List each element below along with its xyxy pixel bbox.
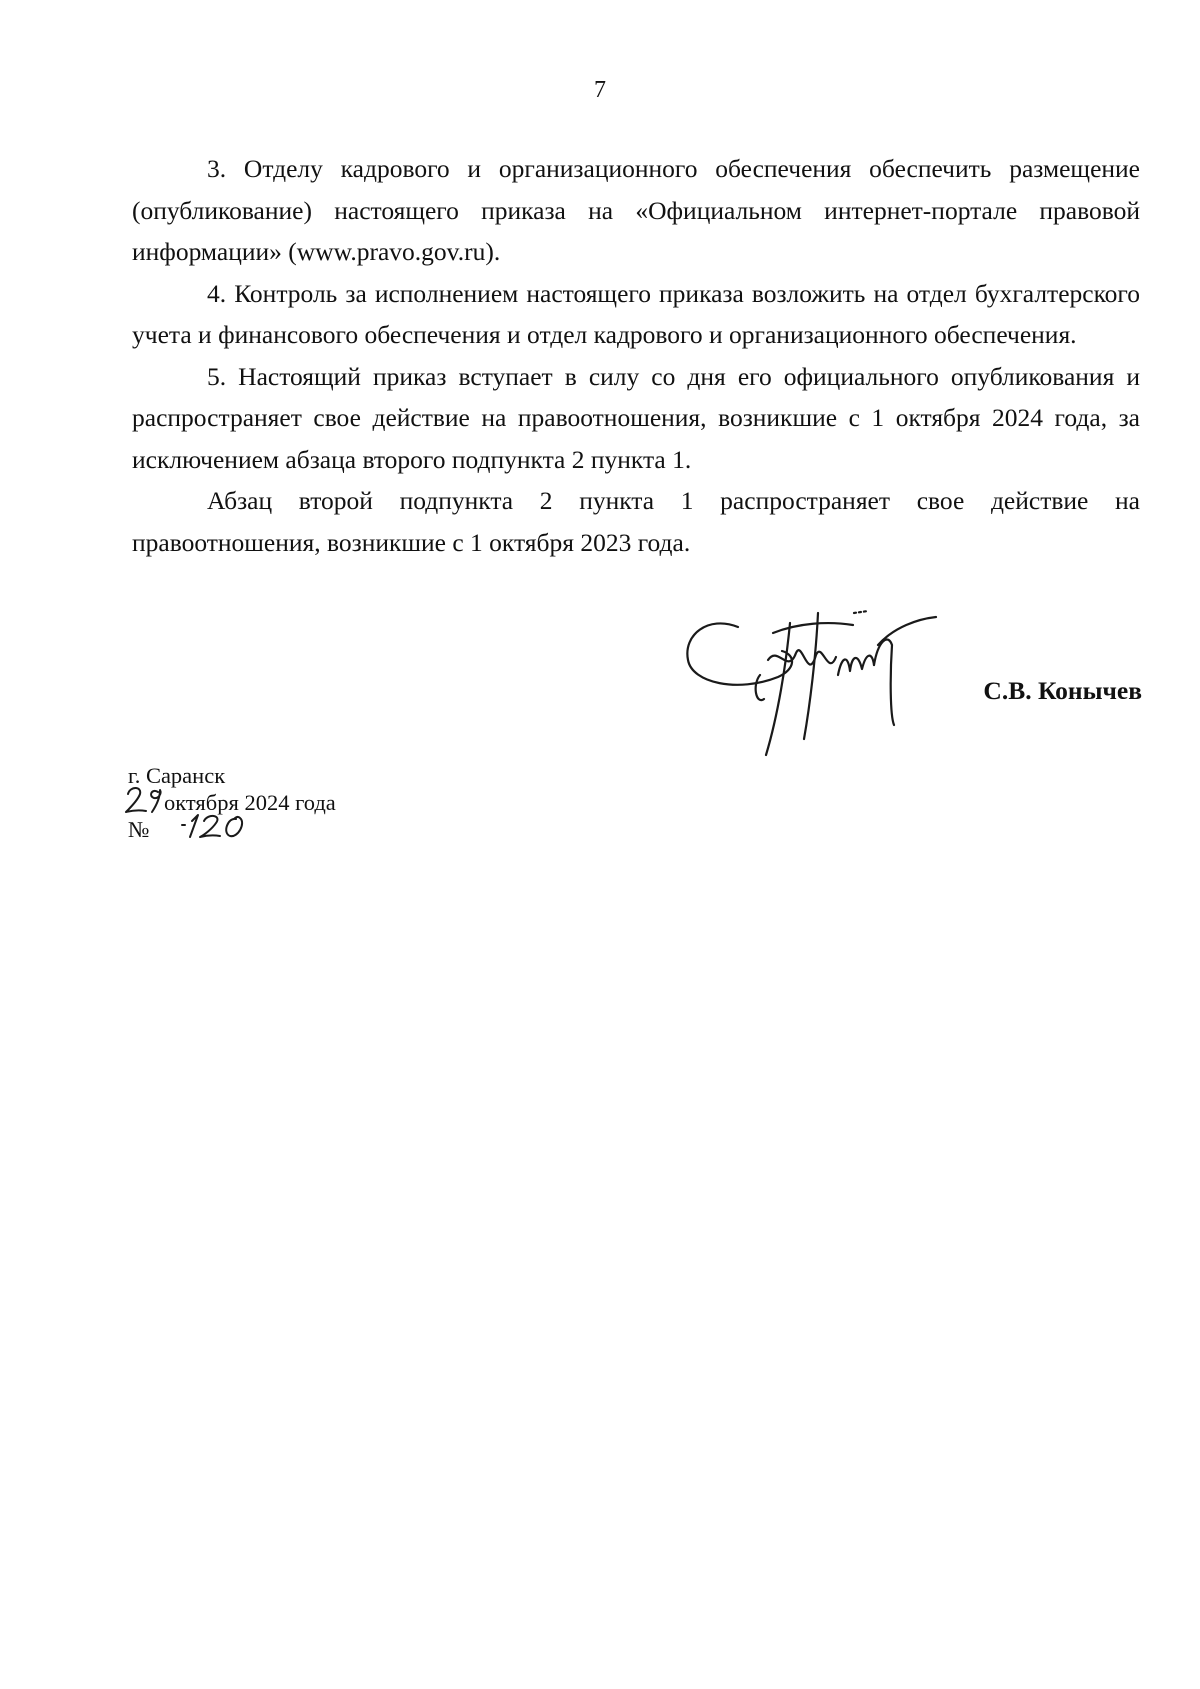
handwritten-signature	[678, 605, 938, 765]
handwritten-day	[122, 782, 170, 816]
handwritten-number	[178, 811, 258, 841]
number-label: №	[128, 817, 150, 842]
document-body	[132, 148, 1140, 563]
place-city: г. Саранск	[128, 763, 226, 788]
signatory-name: С.В. Конычев	[983, 676, 1142, 705]
number-line	[128, 817, 225, 844]
page-number: 7	[594, 77, 606, 103]
paragraph-item-5: 5. Настоящий приказ вступает в силу со дня его официального опубликования и распространяет свое действие на правоотношения, возникшие с 1 октября 2024 года, за исключением абзаца второго подпункта 2 пункта 1.	[132, 361, 1140, 474]
date-month-year: октября 2024 года	[164, 790, 336, 815]
paragraph-item-4: 4. Контроль за исполнением настоящего приказа возложить на отдел бухгалтерского учета и финансового обеспечения и отдел кадрового и организационного обеспечения.	[132, 278, 1140, 349]
paragraph-item-3: 3. Отделу кадрового и организационного обеспечения обеспечить размещение (опубликование) настоящего приказа на «Официальном интернет-портале правовой информации» (www.pravo.gov.ru).	[132, 154, 1140, 266]
paragraph-item-5-note: Абзац второй подпункта 2 пункта 1 распространяет свое действие на правоотношения, возникшие с 1 октября 2023 года.	[132, 486, 1140, 557]
place-date-number-block	[128, 763, 336, 844]
